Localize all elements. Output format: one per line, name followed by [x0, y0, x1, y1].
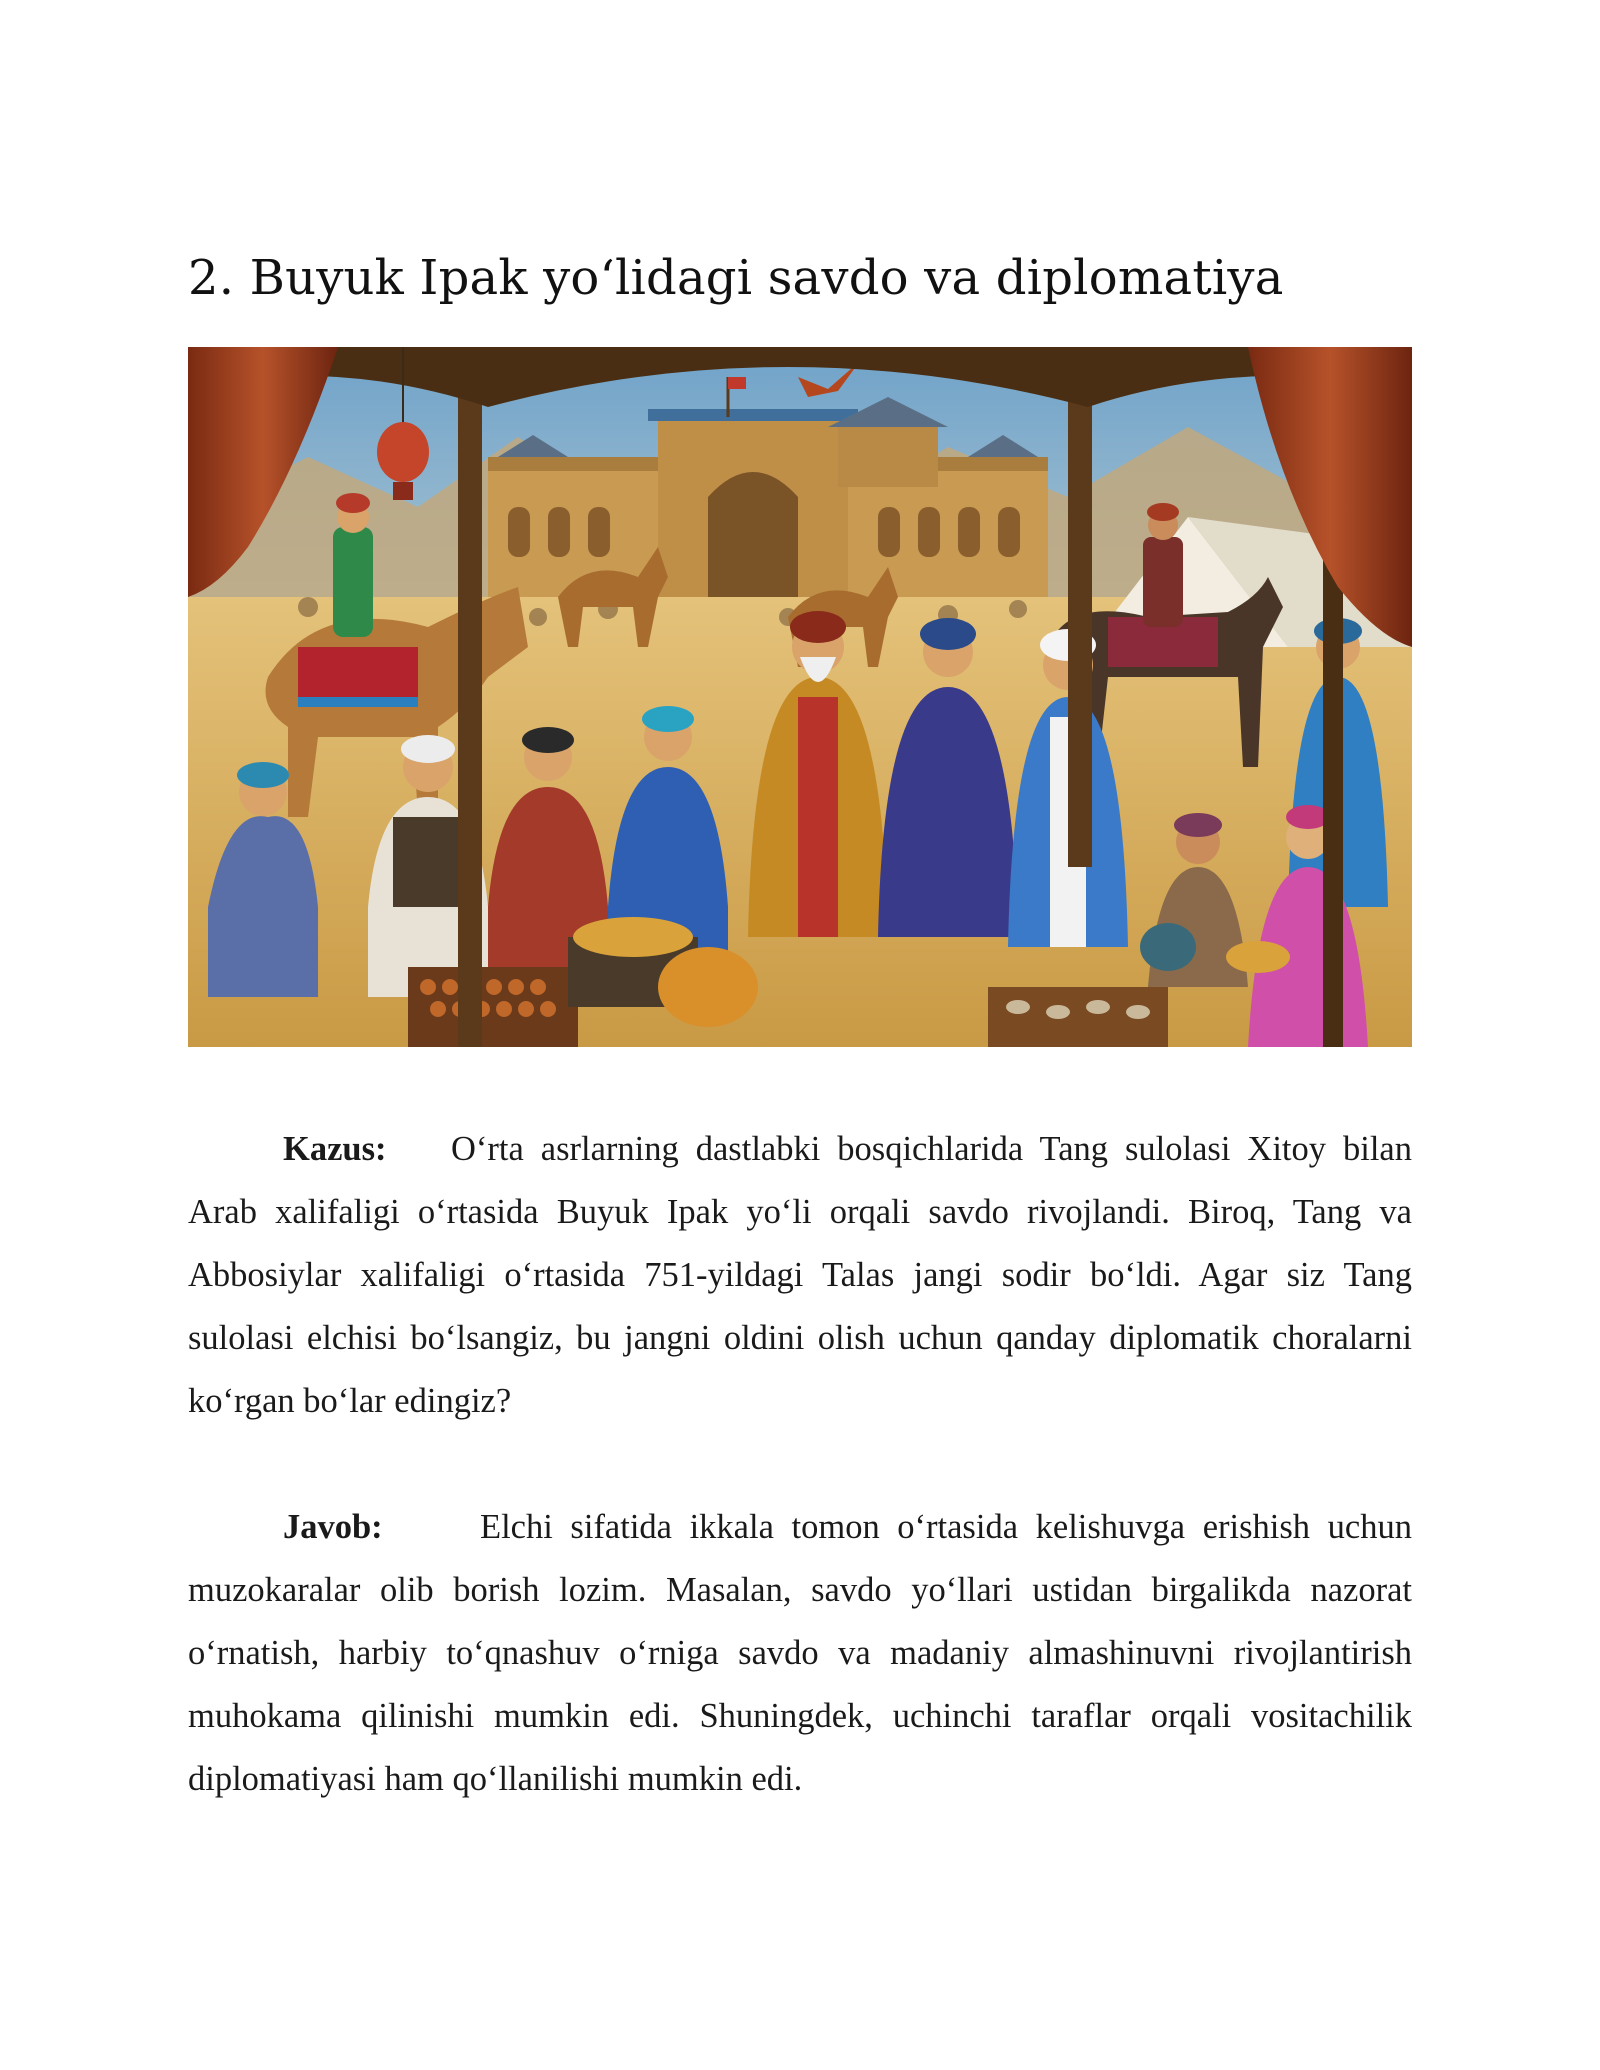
kazus-label: Kazus:: [283, 1130, 387, 1168]
javob-text: Elchi sifatida ikkala tomon o‘rtasida kelishuvga erishish uchun muzokaralar olib borish lozim. Masalan, savdo yo‘llari ustidan birgalikda nazorat o‘rnatish, harbiy to‘qnashuv o‘rniga savdo va madaniy almashinuvni rivojlantirish muhokama qilinishi mumkin edi. Shuningdek, uchinchi taraflar orqali vositachilik diplomatiyasi ham qo‘llanilishi mumkin edi.: [188, 1508, 1412, 1798]
section-heading: 2. Buyuk Ipak yo‘lidagi savdo va diplomatiya: [188, 250, 1284, 306]
kazus-text: O‘rta asrlarning dastlabki bosqichlarida Tang sulolasi Xitoy bilan Arab xalifaligi o‘rtasida Buyuk Ipak yo‘li orqali savdo rivojlandi. Biroq, Tang va Abbosiylar xalifaligi o‘rtasida 751-yildagi Talas jangi sodir bo‘ldi. Agar siz Tang sulolasi elchisi bo‘lsangiz, bu jangni oldini olish uchun qanday diplomatik choralarni ko‘rgan bo‘lar edingiz?: [188, 1130, 1412, 1420]
javob-label: Javob:: [283, 1508, 383, 1546]
silk-road-illustration: [188, 347, 1412, 1047]
javob-paragraph: [188, 1496, 1412, 1811]
silk-road-bazaar-painting-icon: [188, 347, 1412, 1047]
kazus-paragraph: [188, 1118, 1412, 1433]
